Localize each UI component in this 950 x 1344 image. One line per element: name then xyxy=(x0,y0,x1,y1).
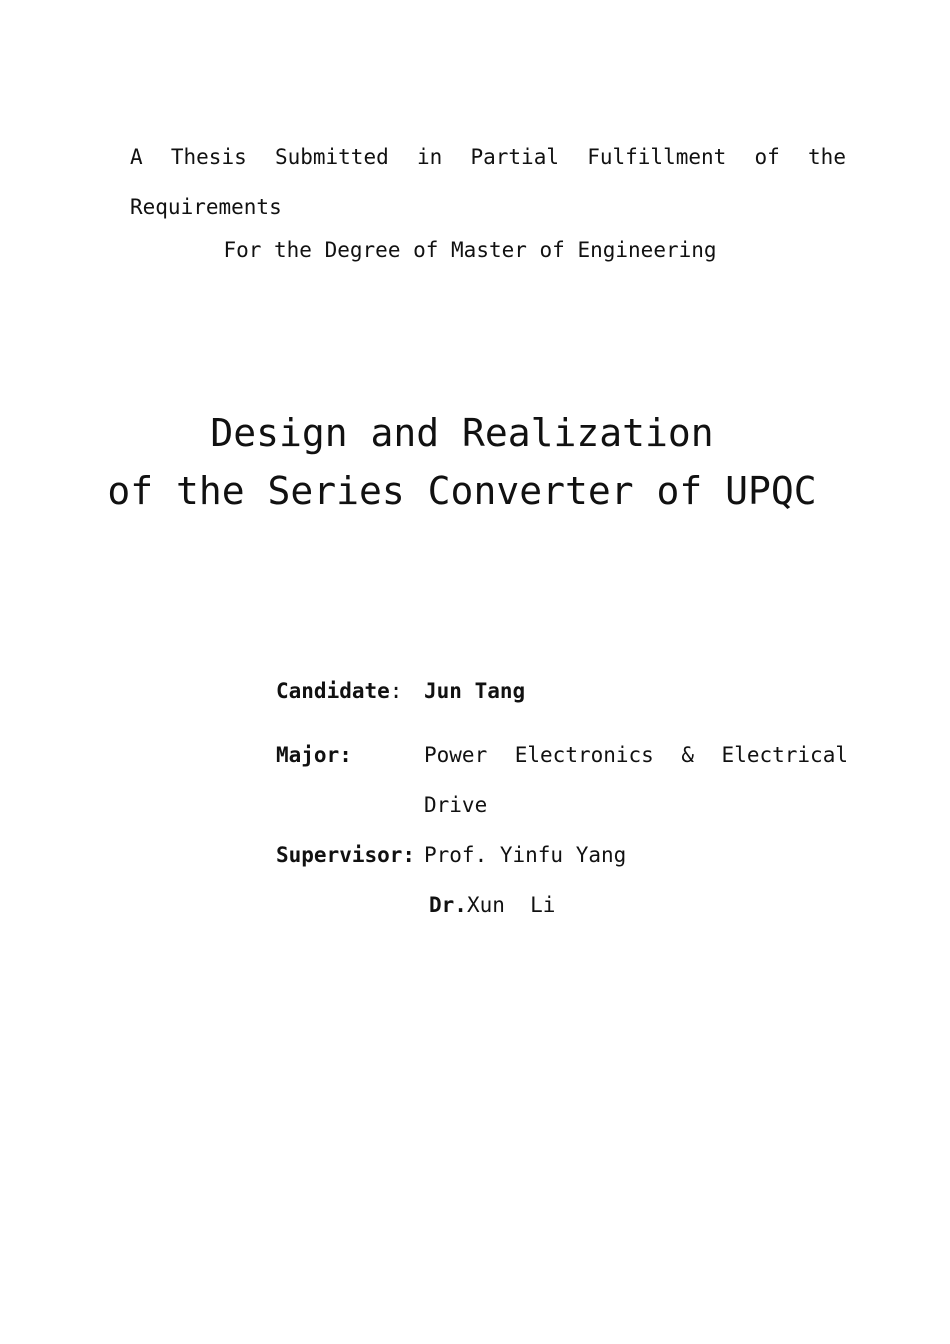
submission-word: the xyxy=(808,145,846,169)
co-supervisor-title: Dr. xyxy=(429,893,467,917)
submission-word: Thesis xyxy=(170,145,247,169)
submission-word: in xyxy=(416,145,443,169)
submission-word: Fulfillment xyxy=(587,145,727,169)
co-supervisor-name: Xun Li xyxy=(466,893,556,917)
candidate-label-colon: : xyxy=(389,679,403,703)
co-supervisor-value xyxy=(424,880,848,930)
candidate-label xyxy=(276,670,424,712)
major-value-line-1 xyxy=(424,730,848,780)
candidate-row xyxy=(276,670,848,730)
candidate-value: Jun Tang xyxy=(424,679,526,703)
submission-statement xyxy=(130,132,846,232)
supervisor-label: Supervisor: xyxy=(276,843,416,867)
submission-word: Partial xyxy=(470,145,559,169)
candidate-label-text: Candidate xyxy=(276,679,390,703)
co-supervisor-row xyxy=(276,880,848,930)
author-info-block xyxy=(276,670,848,930)
major-row xyxy=(276,730,848,830)
major-word: Electrical xyxy=(721,743,848,767)
thesis-title-line-2: of the Series Converter of UPQC xyxy=(107,469,817,513)
major-label: Major: xyxy=(276,743,352,767)
degree-statement: For the Degree of Master of Engineering xyxy=(223,238,717,262)
thesis-title-line-1: Design and Realization xyxy=(210,411,714,455)
major-word: & xyxy=(681,743,695,767)
supervisor-row xyxy=(276,830,848,880)
thesis-title xyxy=(0,404,950,520)
supervisor-value: Prof. Yinfu Yang xyxy=(424,843,627,867)
submission-word: A xyxy=(130,145,143,169)
major-word: Power xyxy=(424,743,488,767)
submission-line-1 xyxy=(130,132,846,182)
major-value-line-2: Drive xyxy=(424,793,488,817)
submission-line-2: Requirements xyxy=(130,195,282,219)
major-value xyxy=(424,730,848,830)
submission-word: Submitted xyxy=(274,145,389,169)
major-word: Electronics xyxy=(514,743,654,767)
submission-word: of xyxy=(754,145,780,169)
